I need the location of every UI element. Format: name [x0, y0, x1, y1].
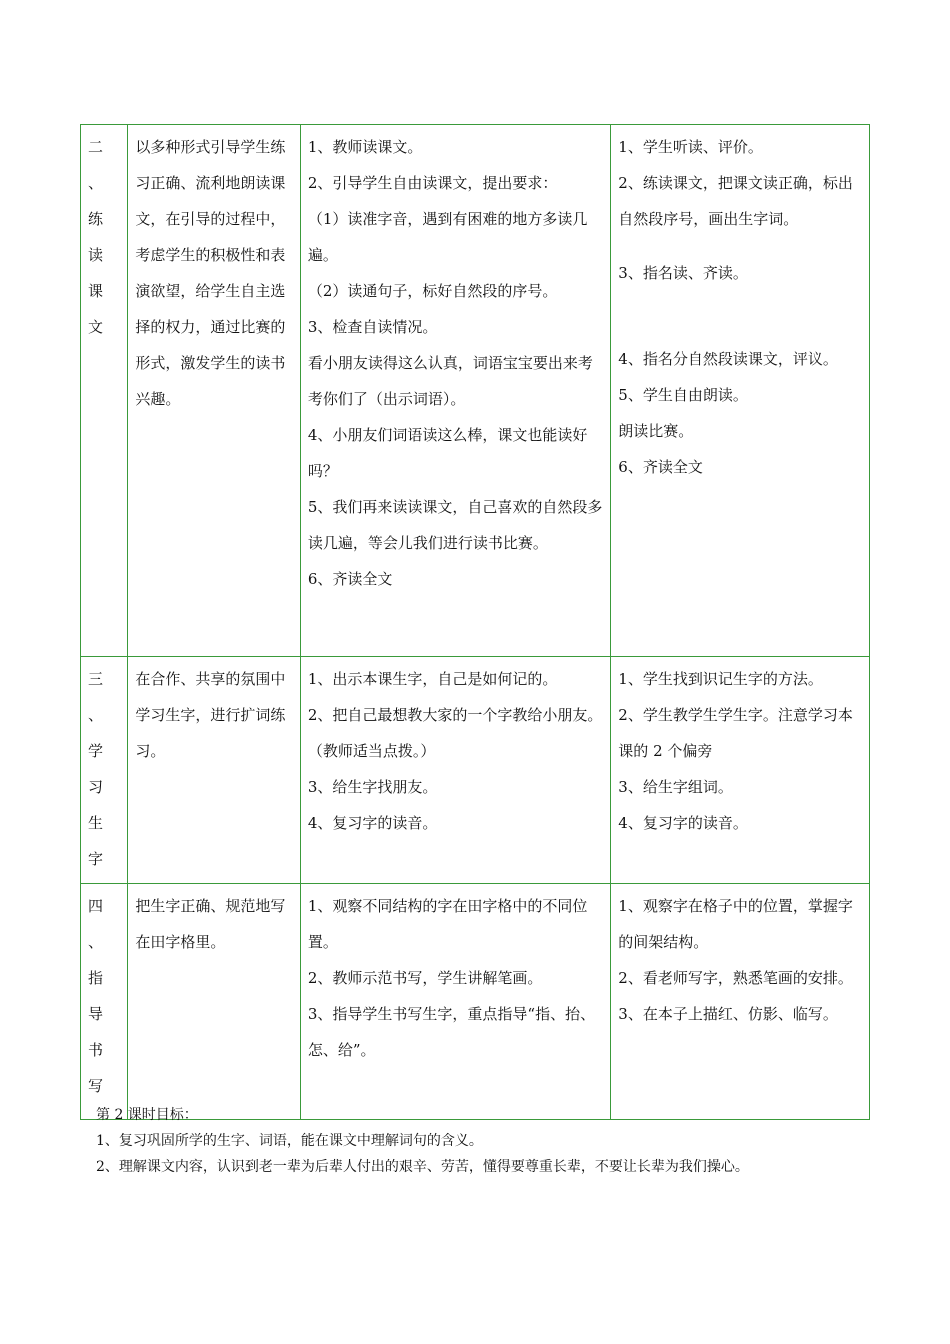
step-cell — [81, 657, 128, 884]
step-text: 书写 — [88, 1041, 110, 1095]
student-activity-cell — [611, 125, 870, 657]
teacher-step: 2、引导学生自由读课文，提出要求： — [307, 174, 558, 192]
teacher-step: 3、检查自读情况。 — [307, 318, 438, 336]
teacher-step: 1、出示本课生字，自己是如何记的。 — [307, 670, 558, 688]
student-step: 1、学生听读、评价。 — [618, 138, 763, 156]
teacher-step: 3、给生字找朋友。 — [307, 778, 438, 796]
table-row — [81, 125, 870, 657]
teacher-step: 4、复习字的读音。 — [307, 814, 438, 832]
student-step: 3、在本子上描红、仿影、临写。 — [618, 1005, 838, 1023]
goal-text: 把生字正确、规范地写在田字格里。 — [135, 897, 286, 951]
teacher-activity-cell — [300, 125, 610, 657]
goal-text: 以多种形式引导学生练习正确、流利地朗读课文，在引导的过程中，考虑学生的积极性和表演欲望，给学生自主选择的权力，通过比赛的形式，激发学生的读书兴趣。 — [135, 138, 286, 408]
student-step: 6、齐读全文 — [618, 458, 703, 476]
teacher-step: 1、观察不同结构的字在田字格中的不同位置。 — [307, 897, 588, 951]
teacher-step: （2）读通句子，标好自然段的序号。 — [307, 282, 558, 300]
teacher-step: （1）读准字音，遇到有困难的地方多读几遍。 — [307, 210, 588, 264]
step-text: 三 、 — [88, 670, 110, 724]
teacher-step: 4、小朋友们词语读这么棒，课文也能读好吗？ — [307, 426, 588, 480]
student-activity-cell — [611, 884, 870, 1120]
objective-item: 1、复习巩固所学的生字、词语，能在课文中理解词句的含义。 — [96, 1133, 483, 1149]
student-activity-cell — [611, 657, 870, 884]
teacher-step: 2、教师示范书写，学生讲解笔画。 — [307, 969, 543, 987]
goal-text: 在合作、共享的氛围中学习生字，进行扩词练习。 — [135, 670, 286, 760]
student-step: 3、指名读、齐读。 — [618, 264, 748, 282]
table-row — [81, 884, 870, 1120]
teacher-activity-cell — [300, 884, 610, 1120]
teacher-step: 6、齐读全文 — [307, 570, 393, 588]
step-text: 生字 — [88, 814, 110, 868]
student-step: 3、给生字组词。 — [618, 778, 733, 796]
student-step: 2、看老师写字，熟悉笔画的安排。 — [618, 969, 853, 987]
objective-item: 2、理解课文内容，认识到老一辈为后辈人付出的艰辛、劳苦，懂得要尊重长辈，不要让长辈为我们操心。 — [96, 1159, 749, 1175]
student-step: 5、学生自由朗读。 — [618, 386, 748, 404]
student-step: 4、复习字的读音。 — [618, 814, 748, 832]
student-step: 2、学生教学生学生字。注意学习本课的 2 个偏旁 — [618, 706, 853, 760]
student-step: 2、练读课文，把课文读正确，标出自然段序号，画出生字词。 — [618, 174, 853, 228]
step-text: 四 、 — [88, 897, 110, 951]
teacher-step: 1、教师读课文。 — [307, 138, 423, 156]
table-row — [81, 657, 870, 884]
teacher-step: 5、我们再来读读课文，自己喜欢的自然段多读几遍，等会儿我们进行读书比赛。 — [307, 498, 603, 552]
teacher-step: 3、指导学生书写生字，重点指导“指、抬、怎、给”。 — [307, 1005, 596, 1059]
step-cell — [81, 125, 128, 657]
step-text: 二 、 — [88, 138, 110, 192]
student-step: 1、观察字在格子中的位置，掌握字的间架结构。 — [618, 897, 853, 951]
step-text: 学 习 — [88, 742, 110, 796]
student-step: 朗读比赛。 — [618, 422, 694, 440]
step-cell — [81, 884, 128, 1120]
step-text: 课文 — [88, 282, 110, 336]
goal-cell — [128, 657, 300, 884]
objectives-heading: 第 2 课时目标： — [96, 1107, 198, 1123]
goal-cell — [128, 125, 300, 657]
student-step: 1、学生找到识记生字的方法。 — [618, 670, 823, 688]
teacher-step: 2、把自己最想教大家的一个字教给小朋友。（教师适当点拨。） — [307, 706, 603, 760]
goal-cell — [128, 884, 300, 1120]
lesson-objectives — [96, 1102, 866, 1180]
step-text: 指 导 — [88, 969, 110, 1023]
teacher-step: 看小朋友读得这么认真，词语宝宝要出来考考你们了（出示词语）。 — [307, 354, 593, 408]
student-step: 4、指名分自然段读课文，评议。 — [618, 350, 838, 368]
step-text: 练 读 — [88, 210, 110, 264]
lesson-plan-table — [80, 124, 870, 1120]
teacher-activity-cell — [300, 657, 610, 884]
